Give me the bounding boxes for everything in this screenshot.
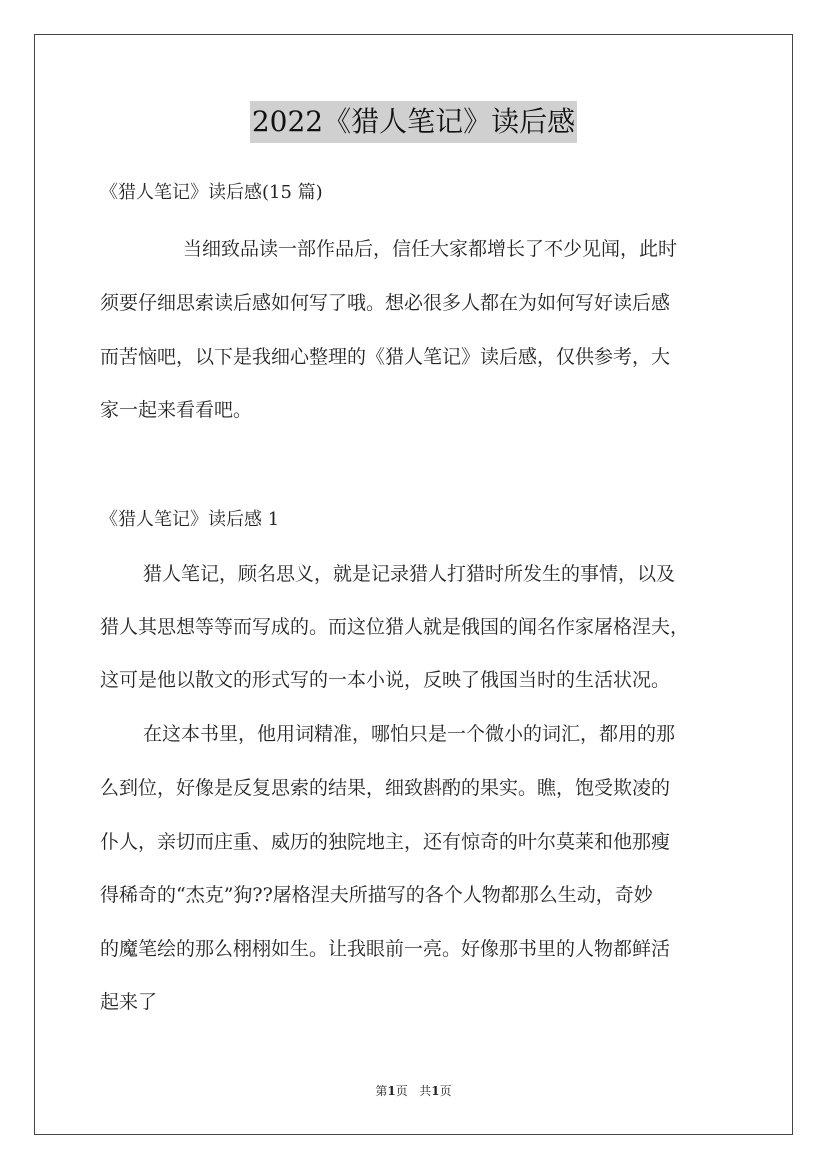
intro-line-3: 而苦恼吧，以下是我细心整理的《猎人笔记》读后感，仅供参考，大 — [100, 346, 671, 368]
total-suffix: 页 — [439, 1084, 452, 1098]
intro-line-1: 当细致品读一部作品后，信任大家都增长了不少见闻，此时 — [183, 238, 678, 260]
paragraph2-line-2: 么到位，好像是反复思索的结果，细致斟酌的果实。瞧，饱受欺凌的 — [100, 777, 671, 799]
page-number: 1 — [387, 1084, 396, 1098]
paragraph2-line-3: 仆人，亲切而庄重、威历的独院地主，还有惊奇的叶尔莫莱和他那瘦 — [100, 831, 671, 853]
page-footer — [0, 1083, 827, 1099]
page-suffix: 页 — [395, 1084, 408, 1098]
total-prefix: 共 — [419, 1084, 432, 1098]
document-title: 2022《猎人笔记》读后感 — [250, 101, 577, 143]
intro-line-2: 须要仔细思索读后感如何写了哦。想必很多人都在为如何写好读后感 — [100, 292, 671, 314]
total-number: 1 — [431, 1084, 440, 1098]
intro-line-4: 家一起来看看吧。 — [100, 399, 253, 421]
page-prefix: 第 — [375, 1084, 388, 1098]
paragraph2-line-1: 在这本书里，他用词精准，哪怕只是一个微小的词汇，都用的那 — [143, 723, 676, 745]
paragraph2-line-5: 的魔笔绘的那么栩栩如生。让我眼前一亮。好像那书里的人物都鲜活 — [100, 938, 671, 960]
paragraph2-line-6: 起来了 — [100, 991, 158, 1013]
section-heading: 《猎人笔记》读后感 1 — [100, 509, 280, 530]
paragraph1-line-1: 猎人笔记，顾名思义，就是记录猎人打猎时所发生的事情，以及 — [143, 563, 676, 585]
paragraph2-line-4: 得稀奇的“杰克”狗??屠格涅夫所描写的各个人物都那么生动，奇妙 — [100, 884, 653, 906]
paragraph1-line-2: 猎人其思想等等而写成的。而这位猎人就是俄国的闻名作家屠格涅夫， — [100, 616, 690, 638]
document-subtitle: 《猎人笔记》读后感(15 篇) — [100, 182, 323, 203]
title-container — [0, 101, 827, 143]
paragraph1-line-3: 这可是他以散文的形式写的一本小说，反映了俄国当时的生活状况。 — [100, 669, 671, 691]
